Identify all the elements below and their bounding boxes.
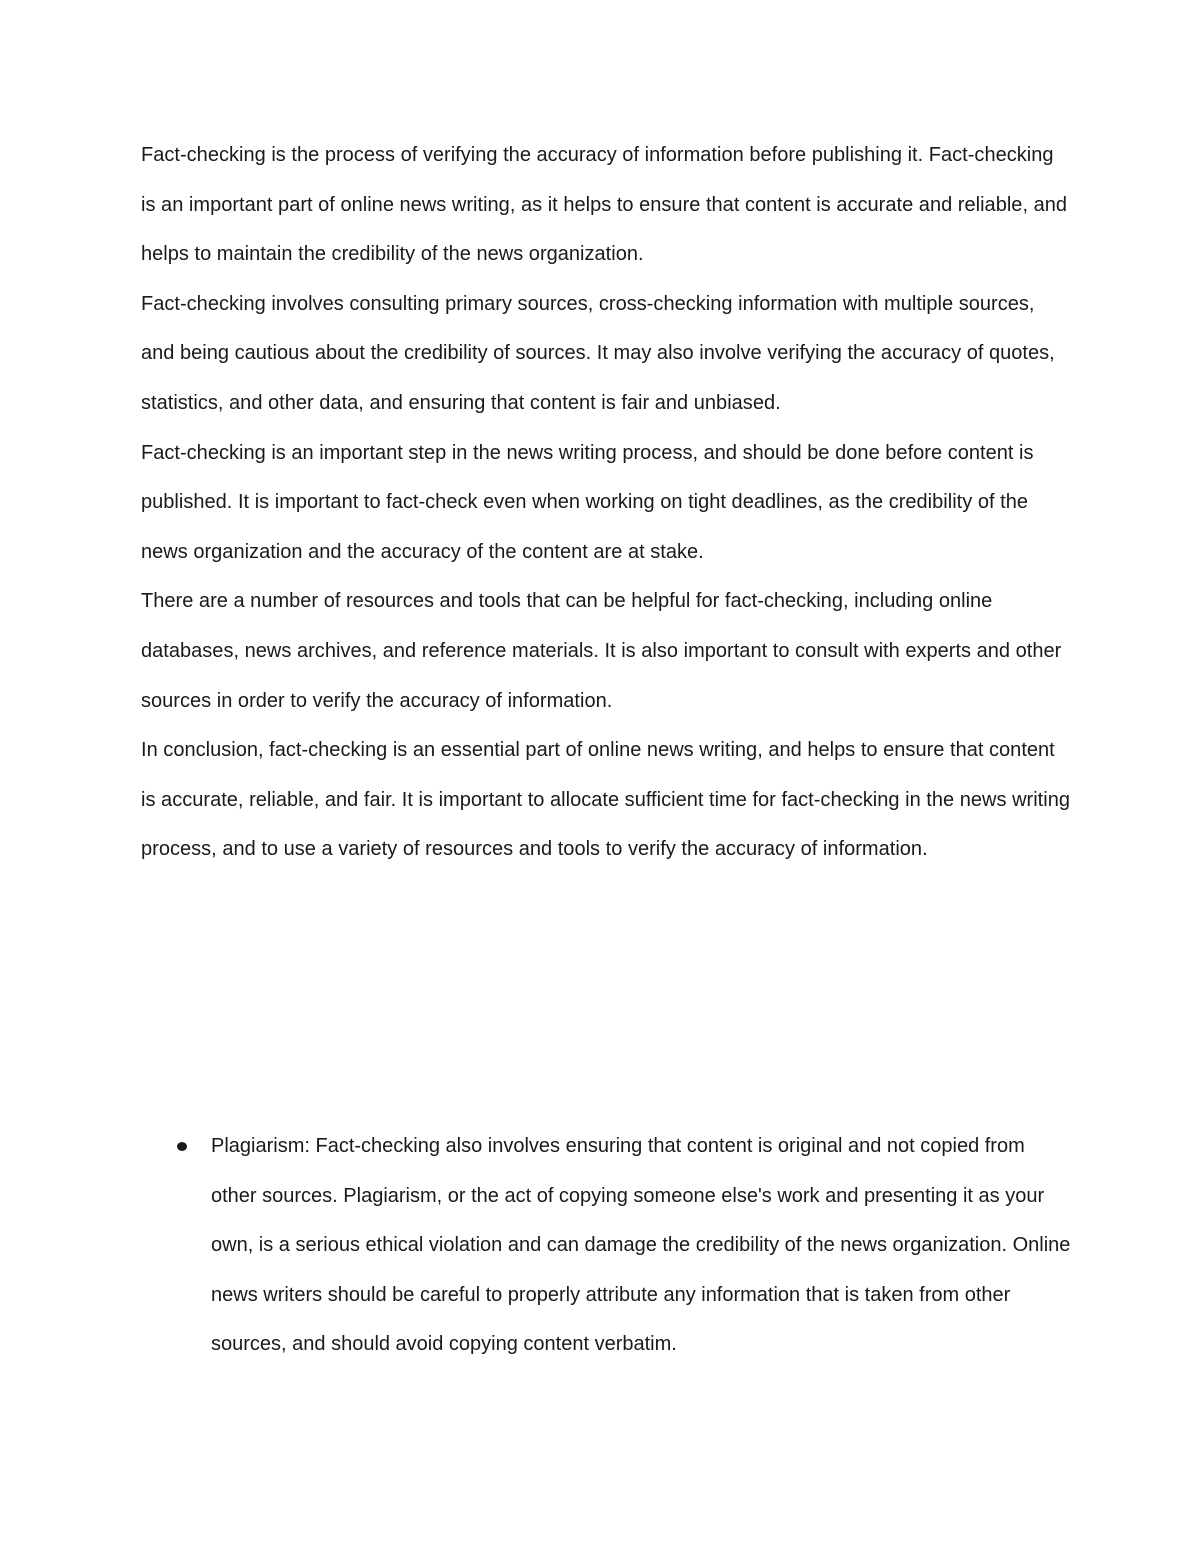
paragraph-timing: Fact-checking is an important step in the news writing process, and should be done before content is published. It is important to fact-check even when working on tight deadlines, as the credibility of the news organization and the accuracy of the content are at stake. bbox=[141, 441, 1034, 563]
paragraph-intro: Fact-checking is the process of verifying the accuracy of information before publishing it. Fact-checking is an important part of online news writing, as it helps to ensure that content is accurate and reliable, and helps to maintain the credibility of the news organization. bbox=[141, 144, 1068, 266]
bullet-text-plagiarism: Plagiarism: Fact-checking also involves ensuring that content is original and not copied from other sources. Plagiarism, or the act of copying someone else's work and presenting it as your own, is a serious ethical violation and can damage the credibility of the news organization. Online news writers should be careful to properly attribute any information that is taken from other sources, and should avoid copying content verbatim. bbox=[211, 1135, 1071, 1356]
paragraph-conclusion: In conclusion, fact-checking is an essential part of online news writing, and helps to ensure that content is accurate, reliable, and fair. It is important to allocate sufficient time for fact-checking in the news writing process, and to use a variety of resources and tools to verify the accuracy of information. bbox=[141, 739, 1071, 861]
document-body bbox=[141, 131, 1071, 875]
list-item bbox=[141, 1122, 1071, 1370]
paragraph-resources: There are a number of resources and tools that can be helpful for fact-checking, including online databases, news archives, and reference materials. It is also important to consult with experts and other sources in order to verify the accuracy of information. bbox=[141, 590, 1062, 712]
paragraph-methods: Fact-checking involves consulting primary sources, cross-checking information with multiple sources, and being cautious about the credibility of sources. It may also involve verifying the accuracy of quotes, statistics, and other data, and ensuring that content is fair and unbiased. bbox=[141, 292, 1055, 414]
bullet-list bbox=[141, 1122, 1071, 1370]
bullet-dot-icon bbox=[177, 1142, 187, 1151]
